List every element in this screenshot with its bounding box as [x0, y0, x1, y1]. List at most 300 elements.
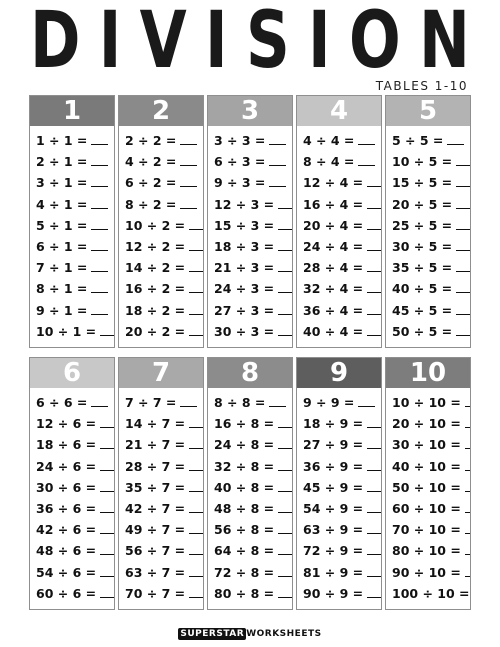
- table-rows: [208, 388, 292, 604]
- problem-row: [36, 562, 114, 583]
- problem-row: [214, 172, 292, 193]
- problem-expression: 30 ÷ 3 =: [214, 323, 275, 339]
- problem-row: [392, 413, 470, 434]
- problem-row: [214, 413, 292, 434]
- problem-row: [125, 151, 203, 172]
- problem-row: [36, 434, 114, 455]
- problem-row: [214, 130, 292, 151]
- brand-superstar: SUPERSTAR: [180, 629, 245, 639]
- answer-blank[interactable]: [278, 417, 292, 428]
- problem-expression: 90 ÷ 9 =: [303, 585, 364, 601]
- problem-row: [214, 498, 292, 519]
- answer-blank[interactable]: [367, 523, 381, 534]
- answer-blank[interactable]: [456, 176, 470, 187]
- problem-expression: 15 ÷ 3 =: [214, 217, 275, 233]
- problem-row: [36, 477, 114, 498]
- answer-blank[interactable]: [367, 304, 381, 315]
- problem-expression: 3 ÷ 3 =: [214, 133, 266, 149]
- problem-expression: 60 ÷ 10 =: [392, 501, 461, 517]
- problem-expression: 27 ÷ 3 =: [214, 302, 275, 318]
- table-rows: [297, 388, 381, 604]
- answer-blank[interactable]: [100, 417, 114, 428]
- answer-blank[interactable]: [278, 544, 292, 555]
- problem-row: [303, 194, 381, 215]
- answer-blank[interactable]: [447, 134, 464, 145]
- answer-blank[interactable]: [189, 304, 203, 315]
- problem-row: [303, 300, 381, 321]
- problem-expression: 63 ÷ 7 =: [125, 564, 186, 580]
- problem-expression: 10 ÷ 1 =: [36, 323, 97, 339]
- table-card-1: [29, 95, 115, 348]
- problem-expression: 70 ÷ 7 =: [125, 585, 186, 601]
- answer-blank[interactable]: [278, 325, 292, 336]
- problem-expression: 8 ÷ 8 =: [214, 395, 266, 411]
- problem-expression: 35 ÷ 5 =: [392, 260, 453, 276]
- problem-row: [125, 300, 203, 321]
- table-header-6: 6: [30, 358, 114, 388]
- problem-expression: 5 ÷ 5 =: [392, 133, 444, 149]
- answer-blank[interactable]: [456, 155, 470, 166]
- answer-blank[interactable]: [91, 155, 108, 166]
- problem-expression: 80 ÷ 8 =: [214, 585, 275, 601]
- answer-blank[interactable]: [91, 261, 108, 272]
- problem-row: [36, 130, 114, 151]
- answer-blank[interactable]: [269, 134, 286, 145]
- problem-expression: 24 ÷ 4 =: [303, 239, 364, 255]
- problem-row: [214, 151, 292, 172]
- title-letter: N: [418, 0, 470, 86]
- title-letter: V: [139, 0, 187, 86]
- title-letter: I: [205, 0, 228, 86]
- table-card-4: [296, 95, 382, 348]
- answer-blank[interactable]: [269, 155, 286, 166]
- problem-expression: 16 ÷ 4 =: [303, 196, 364, 212]
- answer-blank[interactable]: [367, 240, 381, 251]
- answer-blank[interactable]: [189, 219, 203, 230]
- problem-row: [125, 257, 203, 278]
- answer-blank[interactable]: [91, 240, 108, 251]
- problem-expression: 40 ÷ 4 =: [303, 323, 364, 339]
- problem-expression: 5 ÷ 1 =: [36, 217, 88, 233]
- problem-expression: 20 ÷ 5 =: [392, 196, 453, 212]
- problem-expression: 56 ÷ 8 =: [214, 522, 275, 538]
- problem-row: [125, 583, 203, 604]
- answer-blank[interactable]: [465, 502, 470, 513]
- problem-expression: 9 ÷ 9 =: [303, 395, 355, 411]
- answer-blank[interactable]: [180, 155, 197, 166]
- answer-blank[interactable]: [189, 460, 203, 471]
- problem-row: [125, 456, 203, 477]
- answer-blank[interactable]: [465, 481, 470, 492]
- answer-blank[interactable]: [91, 396, 108, 407]
- answer-blank[interactable]: [367, 261, 381, 272]
- problem-row: [125, 172, 203, 193]
- table-card-9: [296, 357, 382, 610]
- answer-blank[interactable]: [189, 566, 203, 577]
- problem-row: [214, 477, 292, 498]
- problem-row: [125, 562, 203, 583]
- answer-blank[interactable]: [91, 198, 108, 209]
- problem-expression: 50 ÷ 10 =: [392, 479, 461, 495]
- problem-row: [125, 498, 203, 519]
- problem-row: [303, 172, 381, 193]
- table-header-1: 1: [30, 96, 114, 126]
- problem-row: [303, 413, 381, 434]
- answer-blank[interactable]: [100, 481, 114, 492]
- brand-worksheets: WORKSHEETS: [246, 629, 322, 639]
- problem-expression: 12 ÷ 4 =: [303, 175, 364, 191]
- answer-blank[interactable]: [180, 134, 197, 145]
- problem-row: [392, 498, 470, 519]
- problem-row: [125, 321, 203, 342]
- problem-expression: 24 ÷ 3 =: [214, 281, 275, 297]
- problem-expression: 100 ÷ 10 =: [392, 585, 470, 601]
- problem-row: [36, 456, 114, 477]
- problem-expression: 16 ÷ 8 =: [214, 416, 275, 432]
- answer-blank[interactable]: [367, 417, 381, 428]
- problem-row: [36, 519, 114, 540]
- answer-blank[interactable]: [278, 240, 292, 251]
- problem-expression: 14 ÷ 7 =: [125, 416, 186, 432]
- problem-row: [392, 392, 470, 413]
- answer-blank[interactable]: [189, 502, 203, 513]
- answer-blank[interactable]: [367, 176, 381, 187]
- table-rows: [30, 388, 114, 604]
- answer-blank[interactable]: [367, 502, 381, 513]
- problem-expression: 28 ÷ 4 =: [303, 260, 364, 276]
- answer-blank[interactable]: [91, 176, 108, 187]
- problem-row: [214, 562, 292, 583]
- problem-row: [392, 151, 470, 172]
- answer-blank[interactable]: [189, 325, 203, 336]
- problem-row: [125, 215, 203, 236]
- problem-row: [303, 498, 381, 519]
- problem-row: [214, 456, 292, 477]
- table-header-9: 9: [297, 358, 381, 388]
- problem-expression: 32 ÷ 4 =: [303, 281, 364, 297]
- problem-expression: 10 ÷ 5 =: [392, 154, 453, 170]
- problem-row: [303, 519, 381, 540]
- problem-row: [392, 300, 470, 321]
- problem-row: [392, 562, 470, 583]
- table-card-2: [118, 95, 204, 348]
- problem-row: [214, 236, 292, 257]
- problem-expression: 40 ÷ 8 =: [214, 479, 275, 495]
- problem-row: [125, 413, 203, 434]
- answer-blank[interactable]: [100, 587, 114, 598]
- answer-blank[interactable]: [367, 544, 381, 555]
- answer-blank[interactable]: [91, 282, 108, 293]
- problem-row: [303, 151, 381, 172]
- answer-blank[interactable]: [189, 282, 203, 293]
- problem-row: [303, 257, 381, 278]
- problem-row: [214, 257, 292, 278]
- problem-row: [36, 413, 114, 434]
- answer-blank[interactable]: [278, 219, 292, 230]
- answer-blank[interactable]: [367, 325, 381, 336]
- problem-expression: 35 ÷ 7 =: [125, 479, 186, 495]
- answer-blank[interactable]: [189, 481, 203, 492]
- problem-row: [392, 172, 470, 193]
- problem-row: [125, 194, 203, 215]
- answer-blank[interactable]: [465, 438, 470, 449]
- problem-expression: 3 ÷ 1 =: [36, 175, 88, 191]
- problem-expression: 6 ÷ 1 =: [36, 239, 88, 255]
- answer-blank[interactable]: [100, 502, 114, 513]
- problem-expression: 8 ÷ 2 =: [125, 196, 177, 212]
- answer-blank[interactable]: [100, 325, 114, 336]
- table-rows: [297, 126, 381, 342]
- problem-expression: 50 ÷ 5 =: [392, 323, 453, 339]
- problem-row: [303, 562, 381, 583]
- problem-expression: 10 ÷ 10 =: [392, 395, 461, 411]
- answer-blank[interactable]: [367, 219, 381, 230]
- title-letter: O: [348, 0, 401, 86]
- answer-blank[interactable]: [367, 438, 381, 449]
- problem-expression: 21 ÷ 3 =: [214, 260, 275, 276]
- answer-blank[interactable]: [189, 523, 203, 534]
- problem-row: [214, 434, 292, 455]
- problem-row: [392, 257, 470, 278]
- problem-row: [214, 215, 292, 236]
- problem-expression: 20 ÷ 2 =: [125, 323, 186, 339]
- table-card-5: [385, 95, 471, 348]
- answer-blank[interactable]: [278, 481, 292, 492]
- table-header-8: 8: [208, 358, 292, 388]
- problem-expression: 90 ÷ 10 =: [392, 564, 461, 580]
- problem-expression: 4 ÷ 2 =: [125, 154, 177, 170]
- tables-grid: [29, 95, 471, 610]
- problem-row: [125, 477, 203, 498]
- problem-expression: 14 ÷ 2 =: [125, 260, 186, 276]
- problem-row: [303, 236, 381, 257]
- problem-row: [392, 194, 470, 215]
- problem-expression: 30 ÷ 5 =: [392, 239, 453, 255]
- problem-expression: 70 ÷ 10 =: [392, 522, 461, 538]
- subtitle: TABLES 1-10: [375, 79, 468, 93]
- answer-blank[interactable]: [91, 304, 108, 315]
- problem-row: [392, 130, 470, 151]
- problem-row: [125, 540, 203, 561]
- problem-expression: 9 ÷ 3 =: [214, 175, 266, 191]
- answer-blank[interactable]: [456, 282, 470, 293]
- answer-blank[interactable]: [100, 566, 114, 577]
- problem-expression: 24 ÷ 8 =: [214, 437, 275, 453]
- problem-row: [303, 130, 381, 151]
- answer-blank[interactable]: [100, 523, 114, 534]
- problem-expression: 4 ÷ 4 =: [303, 133, 355, 149]
- problem-expression: 42 ÷ 6 =: [36, 522, 97, 538]
- title-letter: D: [30, 0, 81, 86]
- problem-row: [392, 477, 470, 498]
- problem-row: [125, 130, 203, 151]
- problem-row: [392, 434, 470, 455]
- answer-blank[interactable]: [100, 438, 114, 449]
- table-header-2: 2: [119, 96, 203, 126]
- problem-expression: 4 ÷ 1 =: [36, 196, 88, 212]
- table-rows: [119, 388, 203, 604]
- problem-row: [36, 236, 114, 257]
- table-card-6: [29, 357, 115, 610]
- problem-expression: 20 ÷ 10 =: [392, 416, 461, 432]
- problem-expression: 12 ÷ 3 =: [214, 196, 275, 212]
- answer-blank[interactable]: [456, 304, 470, 315]
- title-letter: I: [98, 0, 122, 86]
- table-card-7: [118, 357, 204, 610]
- answer-blank[interactable]: [91, 134, 108, 145]
- answer-blank[interactable]: [189, 587, 203, 598]
- answer-blank[interactable]: [278, 587, 292, 598]
- answer-blank[interactable]: [278, 198, 292, 209]
- problem-row: [36, 583, 114, 604]
- answer-blank[interactable]: [456, 240, 470, 251]
- answer-blank[interactable]: [180, 396, 197, 407]
- problem-row: [214, 300, 292, 321]
- problem-expression: 36 ÷ 9 =: [303, 458, 364, 474]
- table-rows: [386, 388, 470, 604]
- problem-expression: 18 ÷ 6 =: [36, 437, 97, 453]
- problem-expression: 45 ÷ 9 =: [303, 479, 364, 495]
- answer-blank[interactable]: [456, 325, 470, 336]
- answer-blank[interactable]: [278, 502, 292, 513]
- problem-expression: 54 ÷ 9 =: [303, 501, 364, 517]
- problem-expression: 18 ÷ 9 =: [303, 416, 364, 432]
- answer-blank[interactable]: [269, 396, 286, 407]
- answer-blank[interactable]: [465, 460, 470, 471]
- problem-row: [125, 236, 203, 257]
- problem-expression: 21 ÷ 7 =: [125, 437, 186, 453]
- problem-row: [303, 477, 381, 498]
- problem-expression: 8 ÷ 1 =: [36, 281, 88, 297]
- problem-row: [303, 215, 381, 236]
- answer-blank[interactable]: [278, 304, 292, 315]
- answer-blank[interactable]: [278, 460, 292, 471]
- answer-blank[interactable]: [278, 523, 292, 534]
- answer-blank[interactable]: [456, 198, 470, 209]
- problem-expression: 7 ÷ 7 =: [125, 395, 177, 411]
- answer-blank[interactable]: [367, 566, 381, 577]
- table-header-4: 4: [297, 96, 381, 126]
- table-header-10: 10: [386, 358, 470, 388]
- problem-row: [303, 278, 381, 299]
- answer-blank[interactable]: [189, 417, 203, 428]
- answer-blank[interactable]: [465, 417, 470, 428]
- answer-blank[interactable]: [358, 396, 375, 407]
- problem-row: [214, 519, 292, 540]
- problem-row: [125, 392, 203, 413]
- answer-blank[interactable]: [100, 460, 114, 471]
- problem-row: [36, 278, 114, 299]
- answer-blank[interactable]: [278, 438, 292, 449]
- problem-expression: 48 ÷ 8 =: [214, 501, 275, 517]
- problem-expression: 32 ÷ 8 =: [214, 458, 275, 474]
- problem-expression: 9 ÷ 1 =: [36, 302, 88, 318]
- problem-expression: 36 ÷ 4 =: [303, 302, 364, 318]
- title-letter: S: [245, 0, 290, 86]
- problem-row: [36, 498, 114, 519]
- problem-expression: 7 ÷ 1 =: [36, 260, 88, 276]
- answer-blank[interactable]: [456, 261, 470, 272]
- answer-blank[interactable]: [189, 261, 203, 272]
- answer-blank[interactable]: [278, 261, 292, 272]
- problem-row: [392, 236, 470, 257]
- table-header-5: 5: [386, 96, 470, 126]
- answer-blank[interactable]: [189, 438, 203, 449]
- answer-blank[interactable]: [189, 240, 203, 251]
- problem-row: [303, 392, 381, 413]
- table-rows: [386, 126, 470, 342]
- problem-expression: 20 ÷ 4 =: [303, 217, 364, 233]
- problem-expression: 1 ÷ 1 =: [36, 133, 88, 149]
- answer-blank[interactable]: [465, 566, 470, 577]
- problem-expression: 28 ÷ 7 =: [125, 458, 186, 474]
- answer-blank[interactable]: [465, 523, 470, 534]
- answer-blank[interactable]: [367, 481, 381, 492]
- title-letter: I: [308, 0, 331, 86]
- problem-row: [214, 540, 292, 561]
- problem-row: [392, 278, 470, 299]
- answer-blank[interactable]: [367, 587, 381, 598]
- answer-blank[interactable]: [367, 198, 381, 209]
- answer-blank[interactable]: [278, 566, 292, 577]
- table-rows: [119, 126, 203, 342]
- problem-expression: 72 ÷ 9 =: [303, 543, 364, 559]
- problem-expression: 18 ÷ 3 =: [214, 239, 275, 255]
- table-card-10: [385, 357, 471, 610]
- answer-blank[interactable]: [180, 176, 197, 187]
- answer-blank[interactable]: [465, 396, 470, 407]
- answer-blank[interactable]: [358, 134, 375, 145]
- problem-expression: 42 ÷ 7 =: [125, 501, 186, 517]
- problem-row: [214, 392, 292, 413]
- answer-blank[interactable]: [367, 460, 381, 471]
- answer-blank[interactable]: [456, 219, 470, 230]
- problem-row: [303, 540, 381, 561]
- problem-expression: 49 ÷ 7 =: [125, 522, 186, 538]
- problem-expression: 63 ÷ 9 =: [303, 522, 364, 538]
- problem-expression: 81 ÷ 9 =: [303, 564, 364, 580]
- problem-expression: 2 ÷ 2 =: [125, 133, 177, 149]
- answer-blank[interactable]: [269, 176, 286, 187]
- problem-row: [36, 300, 114, 321]
- problem-expression: 8 ÷ 4 =: [303, 154, 355, 170]
- problem-row: [392, 321, 470, 342]
- answer-blank[interactable]: [189, 544, 203, 555]
- footer-brand: [0, 629, 500, 639]
- answer-blank[interactable]: [465, 544, 470, 555]
- problem-expression: 45 ÷ 5 =: [392, 302, 453, 318]
- problem-row: [36, 540, 114, 561]
- table-card-8: [207, 357, 293, 610]
- problem-row: [125, 434, 203, 455]
- problem-expression: 72 ÷ 8 =: [214, 564, 275, 580]
- answer-blank[interactable]: [367, 282, 381, 293]
- problem-expression: 54 ÷ 6 =: [36, 564, 97, 580]
- problem-expression: 40 ÷ 10 =: [392, 458, 461, 474]
- problem-expression: 6 ÷ 3 =: [214, 154, 266, 170]
- answer-blank[interactable]: [180, 198, 197, 209]
- answer-blank[interactable]: [358, 155, 375, 166]
- problem-row: [36, 321, 114, 342]
- problem-row: [36, 215, 114, 236]
- answer-blank[interactable]: [100, 544, 114, 555]
- problem-expression: 30 ÷ 10 =: [392, 437, 461, 453]
- answer-blank[interactable]: [91, 219, 108, 230]
- problem-expression: 60 ÷ 6 =: [36, 585, 97, 601]
- problem-expression: 12 ÷ 2 =: [125, 239, 186, 255]
- answer-blank[interactable]: [278, 282, 292, 293]
- problem-row: [36, 151, 114, 172]
